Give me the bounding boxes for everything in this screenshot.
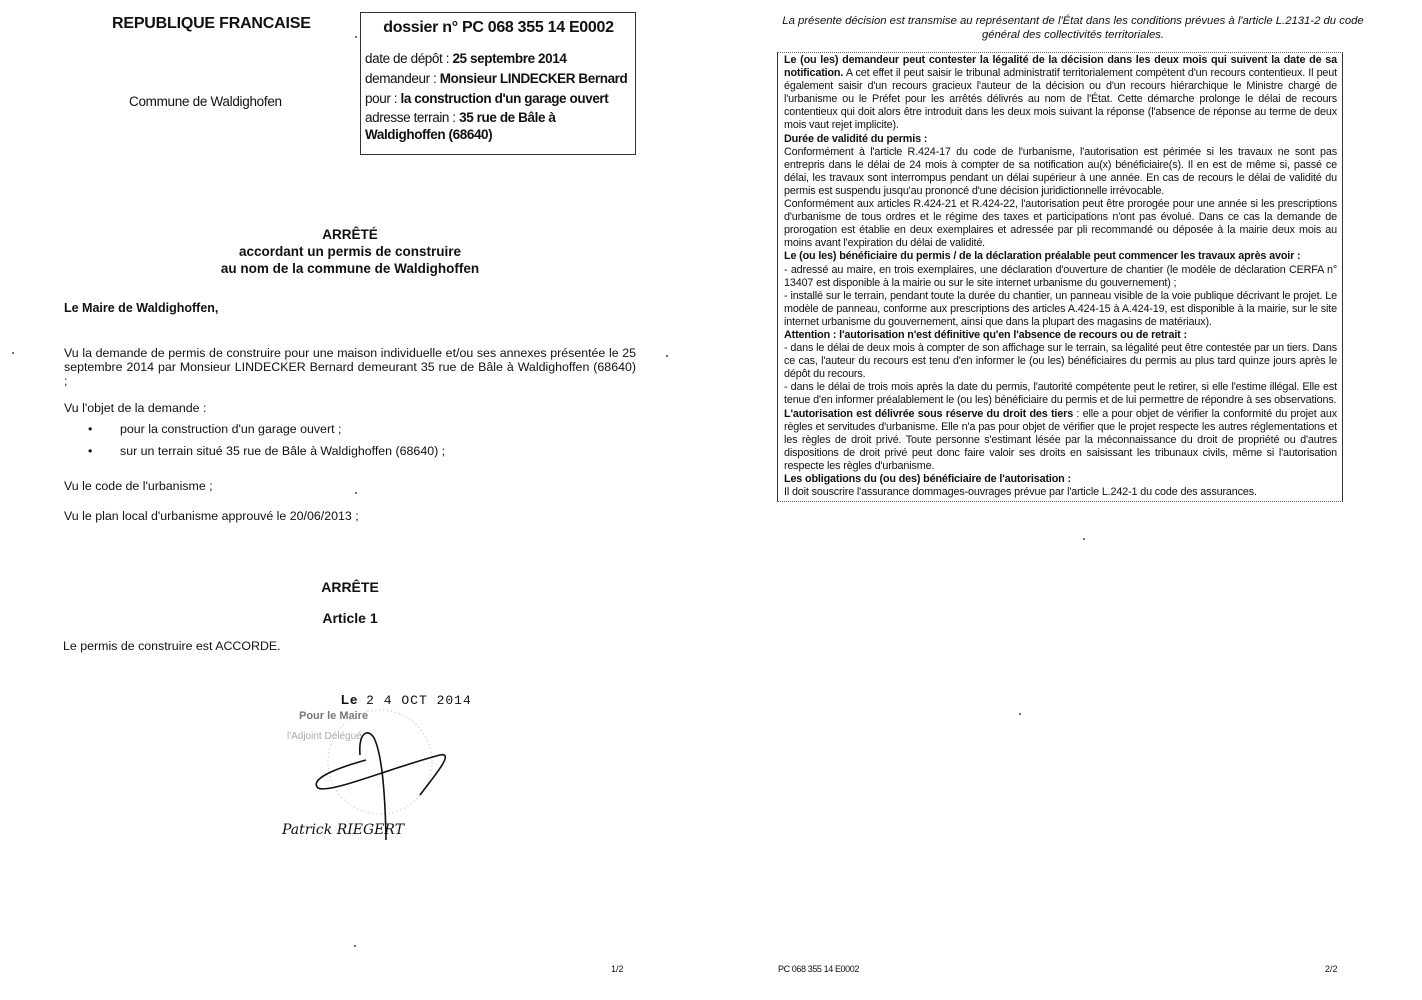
legal-bold: L'autorisation est délivrée sous réserve du droit des tiers <box>784 407 1074 420</box>
scan-speck <box>666 355 668 357</box>
row-label: demandeur : <box>365 71 440 86</box>
footer-dossier-ref: PC 068 355 14 E0002 <box>778 964 859 974</box>
legal-text: Conformément aux articles R.424-21 et R.424-22, l'autorisation peut être prorogée pour une année si les prescriptions d'urbanisme de tous ordres et le régime des taxes et participations n'ont pas évolué. Dans ce cas la demande de prorogation est établie en deux exemplaires et adressée par pli recommandé ou déposée à la mairie deux mois au moins avant l'expiration du délai de validité. <box>784 198 1337 250</box>
article-heading: Article 1 <box>322 610 378 626</box>
row-value: Monsieur LINDECKER Bernard <box>439 71 628 86</box>
bullet-text: sur un terrain situé 35 rue de Bâle à Waldighoffen (68640) ; <box>120 444 446 458</box>
legal-text: A cet effet il peut saisir le tribunal administratif territorialement compétent d'un recours contentieux. Il peut également saisir d'un recours gracieux l'auteur de la décision ou d'un recours hiérarchique le Ministre chargé de l'urbanisme ou le Préfet pour les arrêtés délivrés au nom de l'État. Cette démarche prolonge le délai de recours contentieux qui doit alors être introduit dans les deux mois suivant la réponse (l'absence de réponse au terme de deux mois vaut rejet implicite). <box>784 67 1337 132</box>
legal-bold: Le (ou les) bénéficiaire du permis / de la déclaration préalable peut commencer les travaux après avoir : <box>784 250 1301 263</box>
stamp-line-2: l'Adjoint Délégué <box>287 731 362 742</box>
row-label: adresse terrain : <box>365 110 460 125</box>
signature-name: Patrick RIEGERT <box>282 822 405 838</box>
title-line-1: ARRÊTÉ <box>322 227 378 242</box>
dossier-row-adresse <box>365 109 632 143</box>
legal-text: - installé sur le terrain, pendant toute la durée du chantier, un panneau visible de la voie publique décrivant le projet. Le modèle de panneau, conforme aux prescriptions des articles A.424-15 à A.424-19, est disponible à la mairie, sur le site internet urbanisme du gouvernement, ainsi que dans la plupart des magasins de matériaux). <box>784 289 1337 328</box>
legal-text: - adressé au maire, en trois exemplaires, une déclaration d'ouverture de chantier (le modèle de déclaration CERFA n° 13407 est disponible à la mairie ou sur le site internet urbanisme du gouvernement) ; <box>784 263 1337 289</box>
legal-heading <box>784 329 1337 342</box>
legal-paragraph <box>784 264 1337 290</box>
scan-speck <box>354 945 356 947</box>
legal-bold: Les obligations du (ou des) bénéficiaire de l'autorisation : <box>784 473 1071 485</box>
legal-bold: Durée de validité du permis : <box>784 132 928 145</box>
legal-bold: Le (ou les) demandeur peut contester la légalité de la décision dans les deux mois qui suivent la date de sa notification. <box>784 54 1337 80</box>
dossier-box <box>360 12 636 155</box>
page-2 <box>711 0 1422 1000</box>
vu-demande: Vu la demande de permis de construire pour une maison individuelle et/ou ses annexes présentée le 25 septembre 2014 par Monsieur LINDECKER Bernard demeurant 35 rue de Bâle à Waldighoffen (68640) ; <box>64 346 636 388</box>
legal-paragraph <box>784 486 1337 499</box>
row-label: date de dépôt : <box>365 51 453 66</box>
legal-paragraph <box>784 408 1337 473</box>
legal-text: Il doit souscrire l'assurance dommages-ouvrages prévue par l'article L.242-1 du code des assurances. <box>784 486 1257 499</box>
bullet-icon: • <box>88 422 93 436</box>
legal-paragraph <box>784 146 1337 198</box>
bullet-icon: • <box>88 444 93 458</box>
page-number: 1/2 <box>611 964 624 974</box>
objet-bullets <box>88 418 445 462</box>
legal-text: Conformément à l'article R.424-17 du code de l'urbanisme, l'autorisation est périmée si les travaux ne sont pas entrepris dans le délai de 24 mois à compter de sa notification au(x) bénéficiaire(s). Il en est de même si, passé ce délai, les travaux sont interrompus pendant un délai supérieur à une année. En cas de recours le délai de validité du permis est suspendu jusqu'au prononcé d'une décision juridictionnelle irrévocable. <box>784 145 1337 197</box>
date-stamp: 2 4 OCT 2014 <box>366 693 472 708</box>
legal-paragraph <box>784 381 1337 407</box>
legal-heading <box>784 473 1337 486</box>
stamp-line-1: Pour le Maire <box>299 710 369 722</box>
arrete-title <box>60 226 640 277</box>
row-value: 35 rue de Bâle à Waldighoffen (68640) <box>365 110 556 142</box>
date-prefix: Le <box>341 692 359 707</box>
scan-speck <box>355 36 357 38</box>
vu-code: Vu le code de l'urbanisme ; <box>64 479 213 493</box>
bullet-item <box>88 440 445 462</box>
vu-plu: Vu le plan local d'urbanisme approuvé le 20/06/2013 ; <box>64 509 359 523</box>
scan-speck <box>355 492 357 494</box>
row-value: 25 septembre 2014 <box>452 51 567 66</box>
header-republique: REPUBLIQUE FRANCAISE <box>112 15 311 32</box>
legal-paragraph <box>784 342 1337 381</box>
maire-heading: Le Maire de Waldighoffen, <box>64 301 219 315</box>
row-value: la construction d'un garage ouvert <box>400 91 609 106</box>
row-label: pour : <box>365 91 401 106</box>
commune-name: Commune de Waldighofen <box>129 94 282 109</box>
page-number: 2/2 <box>1325 964 1338 974</box>
legal-heading <box>784 250 1337 263</box>
transmission-notice: La présente décision est transmise au représentant de l'État dans les conditions prévues à l'article L.2131-2 du code général des collectivités territoriales. <box>782 15 1364 41</box>
scan-speck <box>1019 713 1021 715</box>
bullet-item <box>88 418 445 440</box>
scan-speck <box>12 352 14 354</box>
legal-heading <box>784 133 1337 146</box>
legal-bold: Attention : l'autorisation n'est définitive qu'en l'absence de recours ou de retrait : <box>784 328 1187 341</box>
legal-paragraph <box>784 54 1337 133</box>
dossier-row-date <box>365 49 632 69</box>
scan-speck <box>1083 538 1085 540</box>
legal-text: - dans le délai de trois mois après la date du permis, l'autorité compétente peut le retirer, si elle l'estime illégal. Elle est tenue d'en informer préalablement le (ou les) bénéficiaire du permis et de lui permettre de répondre à ses observations. <box>784 381 1337 407</box>
accorde-text: Le permis de construire est ACCORDE. <box>63 639 281 653</box>
arrete-heading: ARRÊTE <box>321 579 379 595</box>
legal-paragraph <box>784 290 1337 329</box>
legal-text: - dans le délai de deux mois à compter de son affichage sur le terrain, sa légalité peut être contestée par un tiers. Dans ce cas, l'auteur du recours est tenu d'en informer le (ou les) bénéficiaires du permis au plus tard quinze jours après le dépôt du recours. <box>784 342 1337 381</box>
legal-notice-box <box>777 52 1343 502</box>
vu-objet: Vu l'objet de la demande : <box>64 401 207 415</box>
bullet-text: pour la construction d'un garage ouvert ; <box>120 422 342 436</box>
title-line-2: accordant un permis de construire <box>238 244 462 259</box>
dossier-row-demandeur <box>365 69 632 89</box>
title-line-3: au nom de la commune de Waldighoffen <box>220 261 480 276</box>
dossier-row-pour <box>365 89 632 109</box>
dossier-number: dossier n° PC 068 355 14 E0002 <box>383 19 614 36</box>
legal-text: : elle a pour objet de vérifier la conformité du projet aux règles et servitudes d'urbanisme. Elle n'a pas pour objet de vérifier que le projet respecte les autres réglementations et les règles de droit privé. Toute personne s'estimant lésée par la méconnaissance du droit de propriété ou d'autres dispositions de droit privé peut donc faire valoir ses droits en saisissant les tribunaux civils, même si l'autorisation respecte les règles d'urbanisme. <box>784 407 1337 472</box>
legal-paragraph <box>784 198 1337 250</box>
